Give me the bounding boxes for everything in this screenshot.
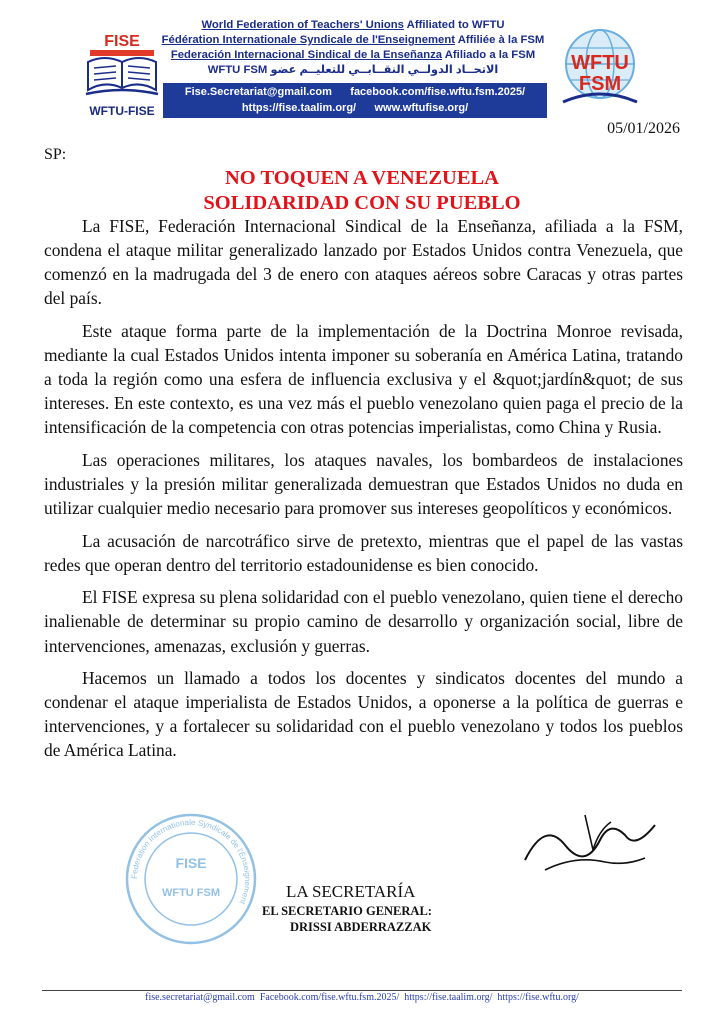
svg-text:FISE: FISE [104,33,140,50]
footer-contacts [0,992,724,1003]
handwritten-signature [515,800,665,880]
title-line-1: NO TOQUEN A VENEZUELA [225,167,499,189]
salutation: SP: [44,146,67,163]
signatory-org: LA SECRETARÍA [286,882,416,901]
header-email-link[interactable]: Fise.Secretariat@gmail.com [184,86,332,98]
letterhead [0,0,724,122]
header-line-en: World Federation of Teachers' Unions Affiliated to WFTU [201,19,505,31]
paragraph: Este ataque forma parte de la implementación de la Doctrina Monroe revisada, mediante la cual Estados Unidos intenta imponer su soberanía en América Latina, tratando a toda la región como una esfera de influencia exclusiva y el &quot;jardín&quot; de sus intereses. En este contexto, es una vez más el pueblo venezolano quien paga el precio de la intensificación de la competencia con otras potencias imperialistas, como China y Rusia. [44,320,683,438]
paragraph: La acusación de narcotráfico sirve de pretexto, mientras que el papel de las vastas redes que operan dentro del territorio estadounidense es bien conocido. [44,530,683,575]
footer-divider [42,990,682,991]
footer-facebook-link[interactable]: Facebook.com/fise.wftu.fsm.2025/ [259,992,400,1003]
paragraph: La FISE, Federación Internacional Sindical de la Enseñanza, afiliada a la FSM, condena el ataque militar generalizado lanzado por Estados Unidos contra Venezuela, que comenzó en la madrugada del 3 de enero con ataques aéreos sobre Caracas y otras partes del país. [44,216,683,309]
paragraph: Hacemos un llamado a todos los docentes y sindicatos docentes del mundo a condenar el ataque imperialista de Estados Unidos, a oponerse a la política de guerras e intervenciones, y a fortalecer su solidaridad con el pueblo venezolano y todos los pueblos de América Latina. [44,668,683,761]
letter-body [44,214,683,771]
footer-site2-link[interactable]: https://fise.wftu.org/ [497,992,579,1003]
wftu-fsm-logo [553,24,647,110]
svg-text:Federation Internationale Synd: Federation Internationale Syndicale de l'Enseignement [129,817,253,906]
globe-icon [553,24,647,110]
header-line-fr: Fédération Internationale Syndicale de l'Enseignement Affiliée à la FSM [161,34,545,46]
header-affiliations [148,18,558,78]
header-line-es: Federación Internacional Sindical de la Enseñanza Afiliado a la FSM [170,49,536,61]
title-line-2: SOLIDARIDAD CON SU PUEBLO [203,192,521,214]
footer-email-link[interactable]: fise.secretariat@gmail.com [145,992,255,1003]
footer-site1-link[interactable]: https://fise.taalim.org/ [404,992,493,1003]
header-contact-box [163,83,547,118]
fise-logo-label: WFTU-FISE [89,104,155,118]
signatory-name: DRISSI ABDERRAZZAK [290,920,432,934]
paragraph: Las operaciones militares, los ataques navales, los bombardeos de instalaciones industriales y la presión militar generalizada demuestran que Estados Unidos no duda en utilizar cualquier medio necesario para promover sus intereses geopolíticos y económicos. [44,449,683,519]
svg-text:WFTU FSM: WFTU FSM [161,887,221,899]
official-stamp [124,812,258,946]
header-facebook-link[interactable]: facebook.com/fise.wftu.fsm.2025/ [350,86,526,98]
svg-text:FISE: FISE [175,855,207,871]
signatory-role: EL SECRETARIO GENERAL: [262,904,432,918]
svg-text:FSM: FSM [578,73,622,95]
svg-text:WFTU: WFTU [571,52,629,74]
header-line-ar: WFTU FSM الاتحــاد الدولــي النقــابــي للتعليــم عضو [207,64,499,76]
letter-date: 05/01/2026 [607,120,680,137]
header-site1-link[interactable]: https://fise.taalim.org/ [241,102,357,114]
header-site2-link[interactable]: www.wftufise.org/ [374,102,469,114]
paragraph: El FISE expresa su plena solidaridad con el pueblo venezolano, quien tiene el derecho inalienable de determinar su propio camino de desarrollo y organización social, libre de intervenciones, amenazas, exclusión y guerras. [44,587,683,656]
